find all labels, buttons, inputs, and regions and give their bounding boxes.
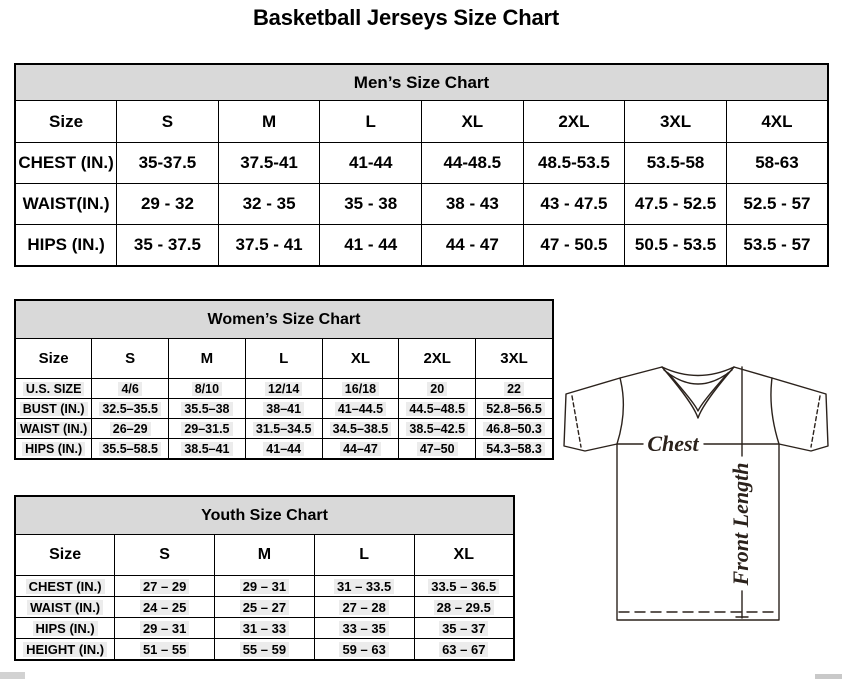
value-cell: 12/14: [245, 379, 322, 399]
measurement-row: [15, 184, 828, 225]
jersey-right-armhole-seam: [771, 378, 779, 444]
page-edge-artifact-left: [0, 672, 25, 679]
jersey-body-outline: [564, 367, 828, 620]
value-cell: 35-37.5: [117, 143, 219, 184]
value-cell: 29 – 31: [115, 618, 215, 639]
chest-label: Chest: [647, 431, 699, 456]
table-title-row: [15, 300, 553, 339]
value-cell: 37.5-41: [218, 143, 320, 184]
value-cell: 35 - 37.5: [117, 225, 219, 267]
size-header-label: Size: [15, 535, 115, 576]
size-column-header: XL: [414, 535, 514, 576]
value-cell: 16/18: [322, 379, 399, 399]
value-cell: 47–50: [399, 439, 476, 460]
jersey-measurement-diagram: [552, 354, 840, 624]
mens-size-chart-table: [14, 63, 829, 267]
value-cell: 32 - 35: [218, 184, 320, 225]
size-column-header: M: [169, 339, 246, 379]
value-cell: 53.5 - 57: [726, 225, 828, 267]
value-cell: 32.5–35.5: [92, 399, 169, 419]
size-column-header: M: [218, 101, 320, 143]
row-label-cell: HIPS (IN.): [15, 618, 115, 639]
jersey-outline-drawing: [552, 354, 840, 624]
value-cell: 50.5 - 53.5: [625, 225, 727, 267]
table-title-cell: Youth Size Chart: [15, 496, 514, 535]
value-cell: 37.5 - 41: [218, 225, 320, 267]
size-column-header: M: [215, 535, 315, 576]
value-cell: 52.5 - 57: [726, 184, 828, 225]
value-cell: 25 – 27: [215, 597, 315, 618]
value-cell: 4/6: [92, 379, 169, 399]
value-cell: 54.3–58.3: [476, 439, 553, 460]
page-title: Basketball Jerseys Size Chart: [252, 5, 560, 30]
womens-size-chart-table: [14, 299, 554, 460]
jersey-collar-arc-outer: [662, 367, 734, 376]
value-cell: 44.5–48.5: [399, 399, 476, 419]
size-column-header: L: [245, 339, 322, 379]
measurement-row: [15, 576, 514, 597]
measurement-row: [15, 639, 514, 661]
measurement-row: [15, 419, 553, 439]
measurement-row: [15, 618, 514, 639]
value-cell: 8/10: [169, 379, 246, 399]
size-column-header: 4XL: [726, 101, 828, 143]
value-cell: 38.5–41: [169, 439, 246, 460]
row-label-cell: CHEST (IN.): [15, 576, 115, 597]
value-cell: 33.5 – 36.5: [414, 576, 514, 597]
size-column-header: 2XL: [399, 339, 476, 379]
row-label-cell: CHEST (IN.): [15, 143, 117, 184]
value-cell: 38 - 43: [422, 184, 524, 225]
size-column-header: 2XL: [523, 101, 625, 143]
value-cell: 29 – 31: [215, 576, 315, 597]
measurement-row: [15, 439, 553, 460]
value-cell: 43 - 47.5: [523, 184, 625, 225]
value-cell: 28 – 29.5: [414, 597, 514, 618]
row-label-cell: BUST (IN.): [15, 399, 92, 419]
value-cell: 35 - 38: [320, 184, 422, 225]
value-cell: 22: [476, 379, 553, 399]
row-label-cell: HIPS (IN.): [15, 439, 92, 460]
value-cell: 47.5 - 52.5: [625, 184, 727, 225]
size-column-header: XL: [322, 339, 399, 379]
value-cell: 31.5–34.5: [245, 419, 322, 439]
value-cell: 41–44: [245, 439, 322, 460]
value-cell: 48.5-53.5: [523, 143, 625, 184]
size-header-label: Size: [15, 339, 92, 379]
value-cell: 41-44: [320, 143, 422, 184]
size-header-label: Size: [15, 101, 117, 143]
size-column-header: L: [314, 535, 414, 576]
value-cell: 47 - 50.5: [523, 225, 625, 267]
value-cell: 24 – 25: [115, 597, 215, 618]
value-cell: 33 – 35: [314, 618, 414, 639]
size-column-header: S: [115, 535, 215, 576]
value-cell: 27 – 28: [314, 597, 414, 618]
row-label-cell: WAIST(IN.): [15, 184, 117, 225]
value-cell: 31 – 33.5: [314, 576, 414, 597]
value-cell: 29 - 32: [117, 184, 219, 225]
value-cell: 51 – 55: [115, 639, 215, 661]
size-column-header: 3XL: [476, 339, 553, 379]
row-label-cell: WAIST (IN.): [15, 419, 92, 439]
row-label-cell: WAIST (IN.): [15, 597, 115, 618]
jersey-left-armhole-seam: [617, 378, 623, 444]
value-cell: 26–29: [92, 419, 169, 439]
value-cell: 59 – 63: [314, 639, 414, 661]
value-cell: 44–47: [322, 439, 399, 460]
size-header-row: [15, 535, 514, 576]
value-cell: 31 – 33: [215, 618, 315, 639]
size-column-header: L: [320, 101, 422, 143]
row-label-cell: U.S. SIZE: [15, 379, 92, 399]
jersey-right-cuff-stitch: [811, 396, 820, 447]
value-cell: 27 – 29: [115, 576, 215, 597]
size-column-header: 3XL: [625, 101, 727, 143]
value-cell: 44-48.5: [422, 143, 524, 184]
value-cell: 53.5-58: [625, 143, 727, 184]
measurement-row: [15, 143, 828, 184]
table-title-row: [15, 64, 828, 101]
size-column-header: S: [117, 101, 219, 143]
value-cell: 46.8–50.3: [476, 419, 553, 439]
value-cell: 38.5–42.5: [399, 419, 476, 439]
table-title-cell: Men’s Size Chart: [15, 64, 828, 101]
table-title-row: [15, 496, 514, 535]
measurement-row: [15, 379, 553, 399]
measurement-row: [15, 399, 553, 419]
value-cell: 20: [399, 379, 476, 399]
value-cell: 35.5–58.5: [92, 439, 169, 460]
size-header-row: [15, 101, 828, 143]
value-cell: 41–44.5: [322, 399, 399, 419]
measurement-row: [15, 597, 514, 618]
value-cell: 29–31.5: [169, 419, 246, 439]
value-cell: 55 – 59: [215, 639, 315, 661]
row-label-cell: HIPS (IN.): [15, 225, 117, 267]
front-length-label: Front Length: [728, 462, 753, 586]
value-cell: 63 – 67: [414, 639, 514, 661]
value-cell: 38–41: [245, 399, 322, 419]
value-cell: 35.5–38: [169, 399, 246, 419]
value-cell: 52.8–56.5: [476, 399, 553, 419]
page-edge-artifact-right: [815, 674, 842, 679]
value-cell: 58-63: [726, 143, 828, 184]
table-title-cell: Women’s Size Chart: [15, 300, 553, 339]
measurement-row: [15, 225, 828, 267]
value-cell: 34.5–38.5: [322, 419, 399, 439]
value-cell: 35 – 37: [414, 618, 514, 639]
jersey-left-cuff-stitch: [572, 396, 581, 447]
size-column-header: XL: [422, 101, 524, 143]
youth-size-chart-table: [14, 495, 515, 661]
size-column-header: S: [92, 339, 169, 379]
size-header-row: [15, 339, 553, 379]
value-cell: 41 - 44: [320, 225, 422, 267]
row-label-cell: HEIGHT (IN.): [15, 639, 115, 661]
value-cell: 44 - 47: [422, 225, 524, 267]
